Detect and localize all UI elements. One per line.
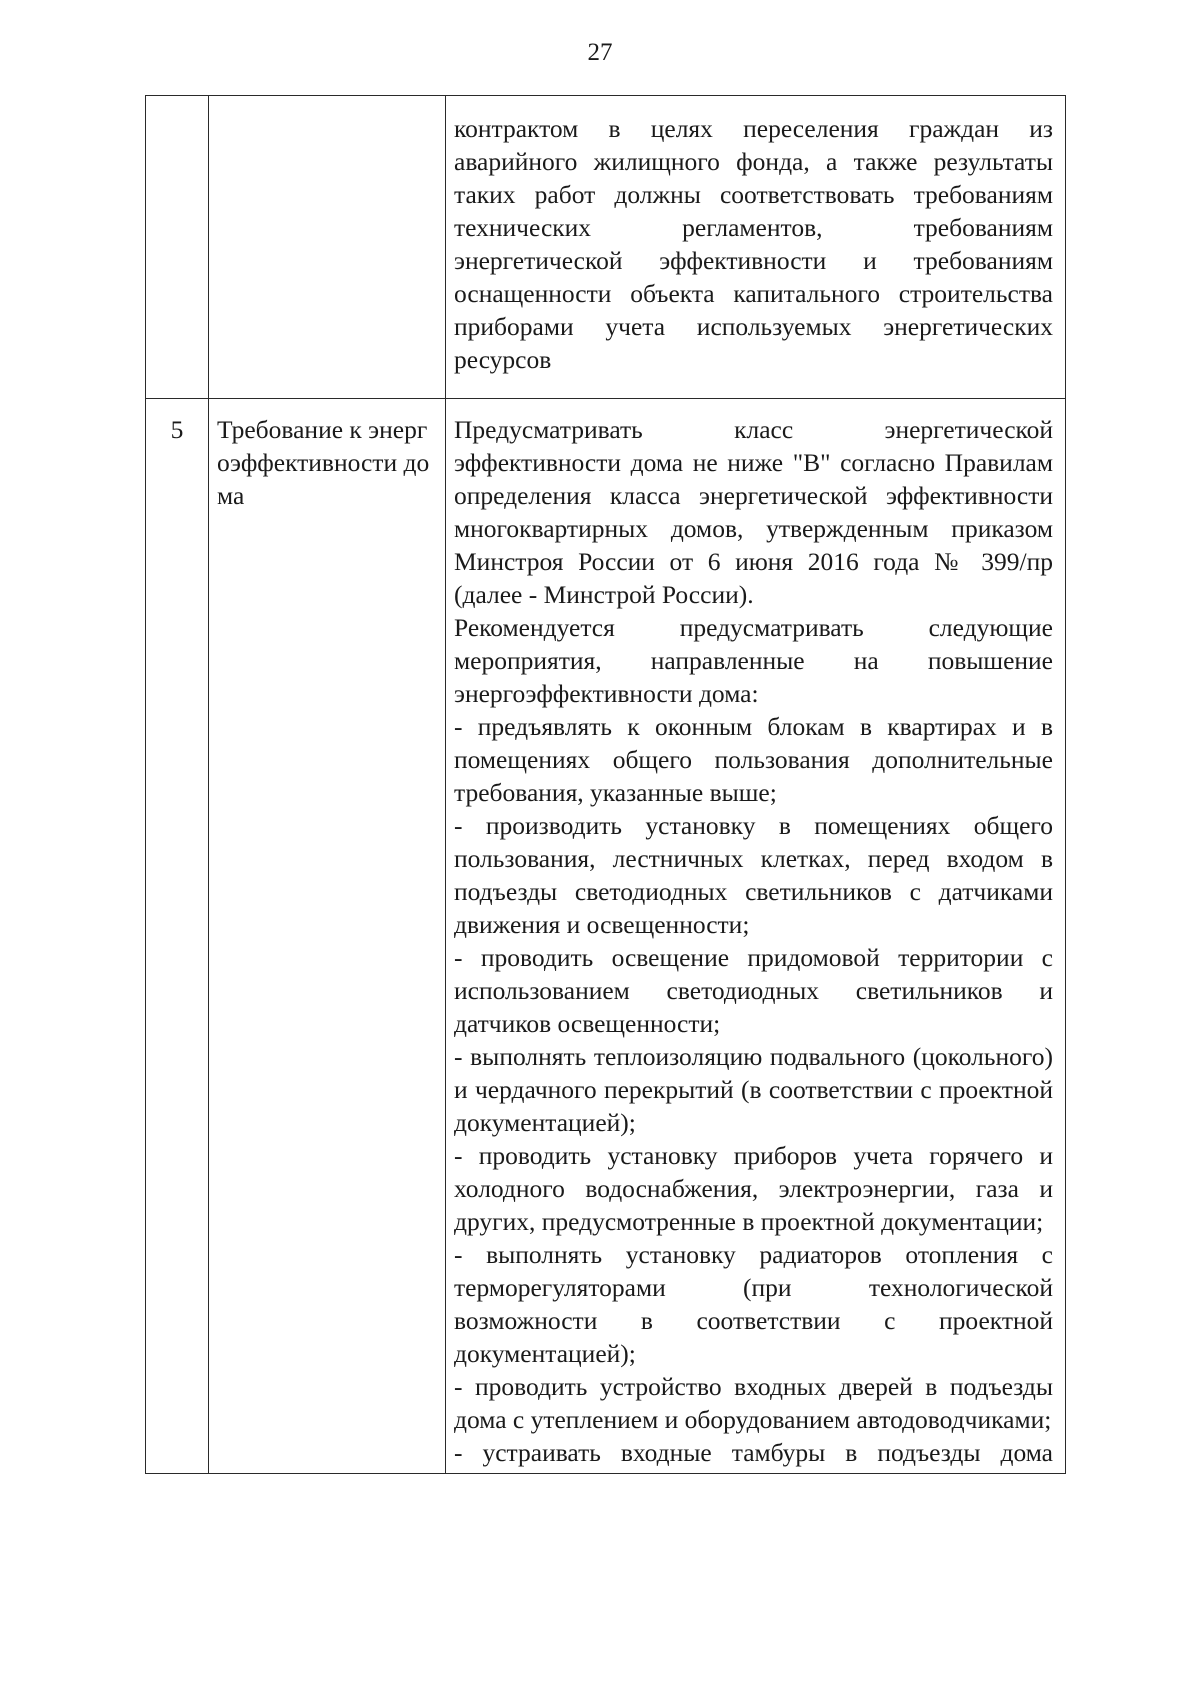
list-item: - проводить освещение придомовой территории с использованием светодиодных светильников и датчиков освещенности;: [454, 943, 1053, 1038]
requirement-name-cell: Требование к энергоэффективности дома: [209, 399, 446, 1474]
row-number-cell: [146, 96, 209, 399]
description-paragraph: контрактом в целях переселения граждан из аварийного жилищного фонда, а также результаты таких работ должны соответствовать требованиям технических регламентов, требованиям энергетической эффективности и требованиям оснащенности объекта капитального строительства приборами учета используемых энергетических ресурсов: [454, 114, 1053, 374]
requirement-description-cell: [446, 399, 1066, 1474]
list-item: - выполнять установку радиаторов отопления с терморегуляторами (при технологической возможности в соответствии с проектной документацией);: [454, 1240, 1053, 1368]
description-paragraph: Предусматривать класс энергетической эффективности дома не ниже "В" согласно Правилам определения класса энергетической эффективности многоквартирных домов, утвержденным приказом Минстроя России от 6 июня 2016 года № 399/пр (далее - Минстрой России).: [454, 415, 1053, 609]
list-item: - устраивать входные тамбуры в подъезды дома: [454, 1438, 1053, 1467]
list-item: - выполнять теплоизоляцию подвального (цокольного) и чердачного перекрытий (в соответствии с проектной документацией);: [454, 1042, 1053, 1137]
list-item: - проводить установку приборов учета горячего и холодного водоснабжения, электроэнергии, газа и других, предусмотренные в проектной документации;: [454, 1141, 1053, 1236]
requirement-description-cell: [446, 96, 1066, 399]
page-number: 27: [587, 39, 613, 66]
requirements-table: [145, 95, 1066, 1474]
list-item: - предъявлять к оконным блокам в квартирах и в помещениях общего пользования дополнительные требования, указанные выше;: [454, 712, 1053, 807]
description-paragraph: Рекомендуется предусматривать следующие мероприятия, направленные на повышение энергоэффективности дома:: [454, 613, 1053, 708]
table-row: [146, 96, 1066, 399]
requirement-name-cell: [209, 96, 446, 399]
table-row: [146, 399, 1066, 1474]
list-item: - проводить устройство входных дверей в подъезды дома с утеплением и оборудованием автодоводчиками;: [454, 1372, 1053, 1434]
row-number-cell: 5: [146, 399, 209, 1474]
list-item: - производить установку в помещениях общего пользования, лестничных клетках, перед входом в подъезды светодиодных светильников с датчиками движения и освещенности;: [454, 811, 1053, 939]
